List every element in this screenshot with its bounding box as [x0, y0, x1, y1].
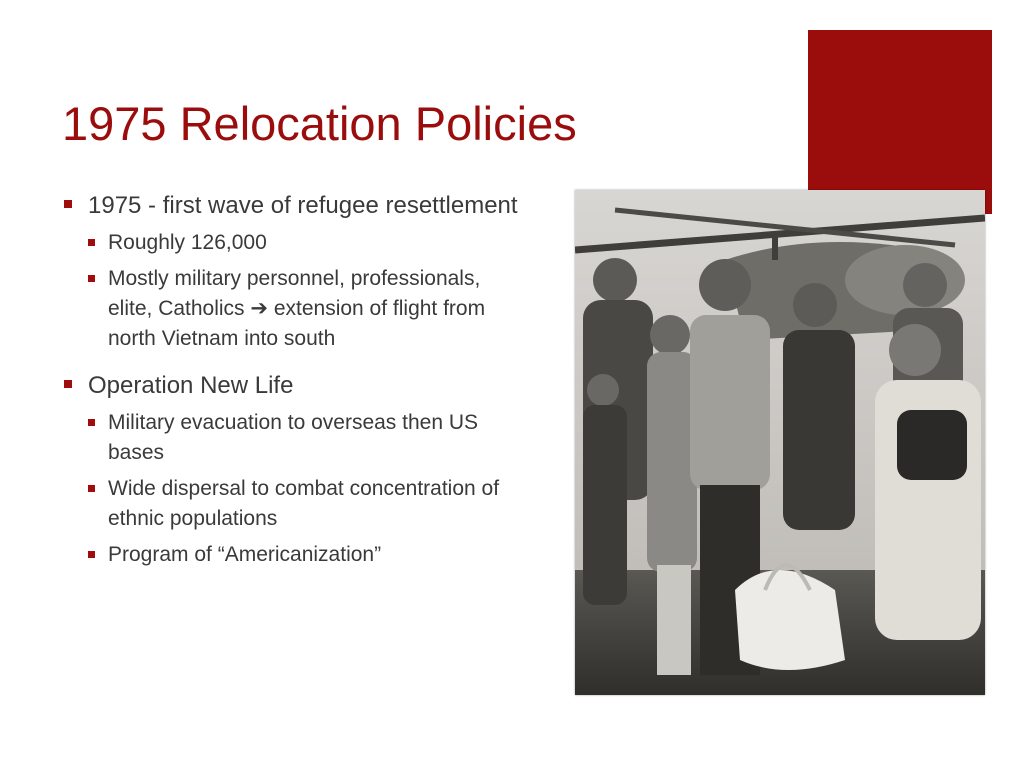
slide-title: 1975 Relocation Policies: [62, 97, 577, 150]
bullet-text: 1975 - first wave of refugee resettlement: [88, 192, 518, 219]
sub-bullet-item: [88, 474, 522, 534]
sub-bullet-list: [88, 228, 522, 354]
refugees-photo: [575, 190, 985, 695]
sub-bullet-item: [88, 540, 522, 570]
sub-bullet-text: Wide dispersal to combat concentration of ethnic populations: [108, 477, 500, 530]
sub-bullet-text: Program of “Americanization”: [108, 543, 382, 566]
bullet-text: Operation New Life: [88, 372, 294, 399]
sub-bullet-text: Military evacuation to overseas then US bases: [108, 411, 479, 464]
square-bullet-icon: [88, 275, 95, 282]
sub-bullet-text: Roughly 126,000: [108, 231, 267, 254]
square-bullet-icon: [88, 419, 95, 426]
square-bullet-icon: [88, 551, 95, 558]
sub-bullet-item: [88, 228, 522, 258]
square-bullet-icon: [88, 239, 95, 246]
sub-bullet-item: [88, 408, 522, 468]
accent-block: [808, 30, 992, 214]
sub-bullet-item: [88, 264, 522, 354]
photo-image: [575, 190, 985, 695]
bullet-list: [62, 190, 522, 578]
square-bullet-icon: [88, 485, 95, 492]
square-bullet-icon: [64, 200, 72, 208]
bullet-item: [62, 190, 522, 354]
sub-bullet-text: Mostly military personnel, professionals, elite, Catholics ➔ extension of flight from north Vietnam into south: [108, 267, 486, 350]
square-bullet-icon: [64, 380, 72, 388]
bullet-item: [62, 370, 522, 570]
sub-bullet-list: [88, 408, 522, 570]
